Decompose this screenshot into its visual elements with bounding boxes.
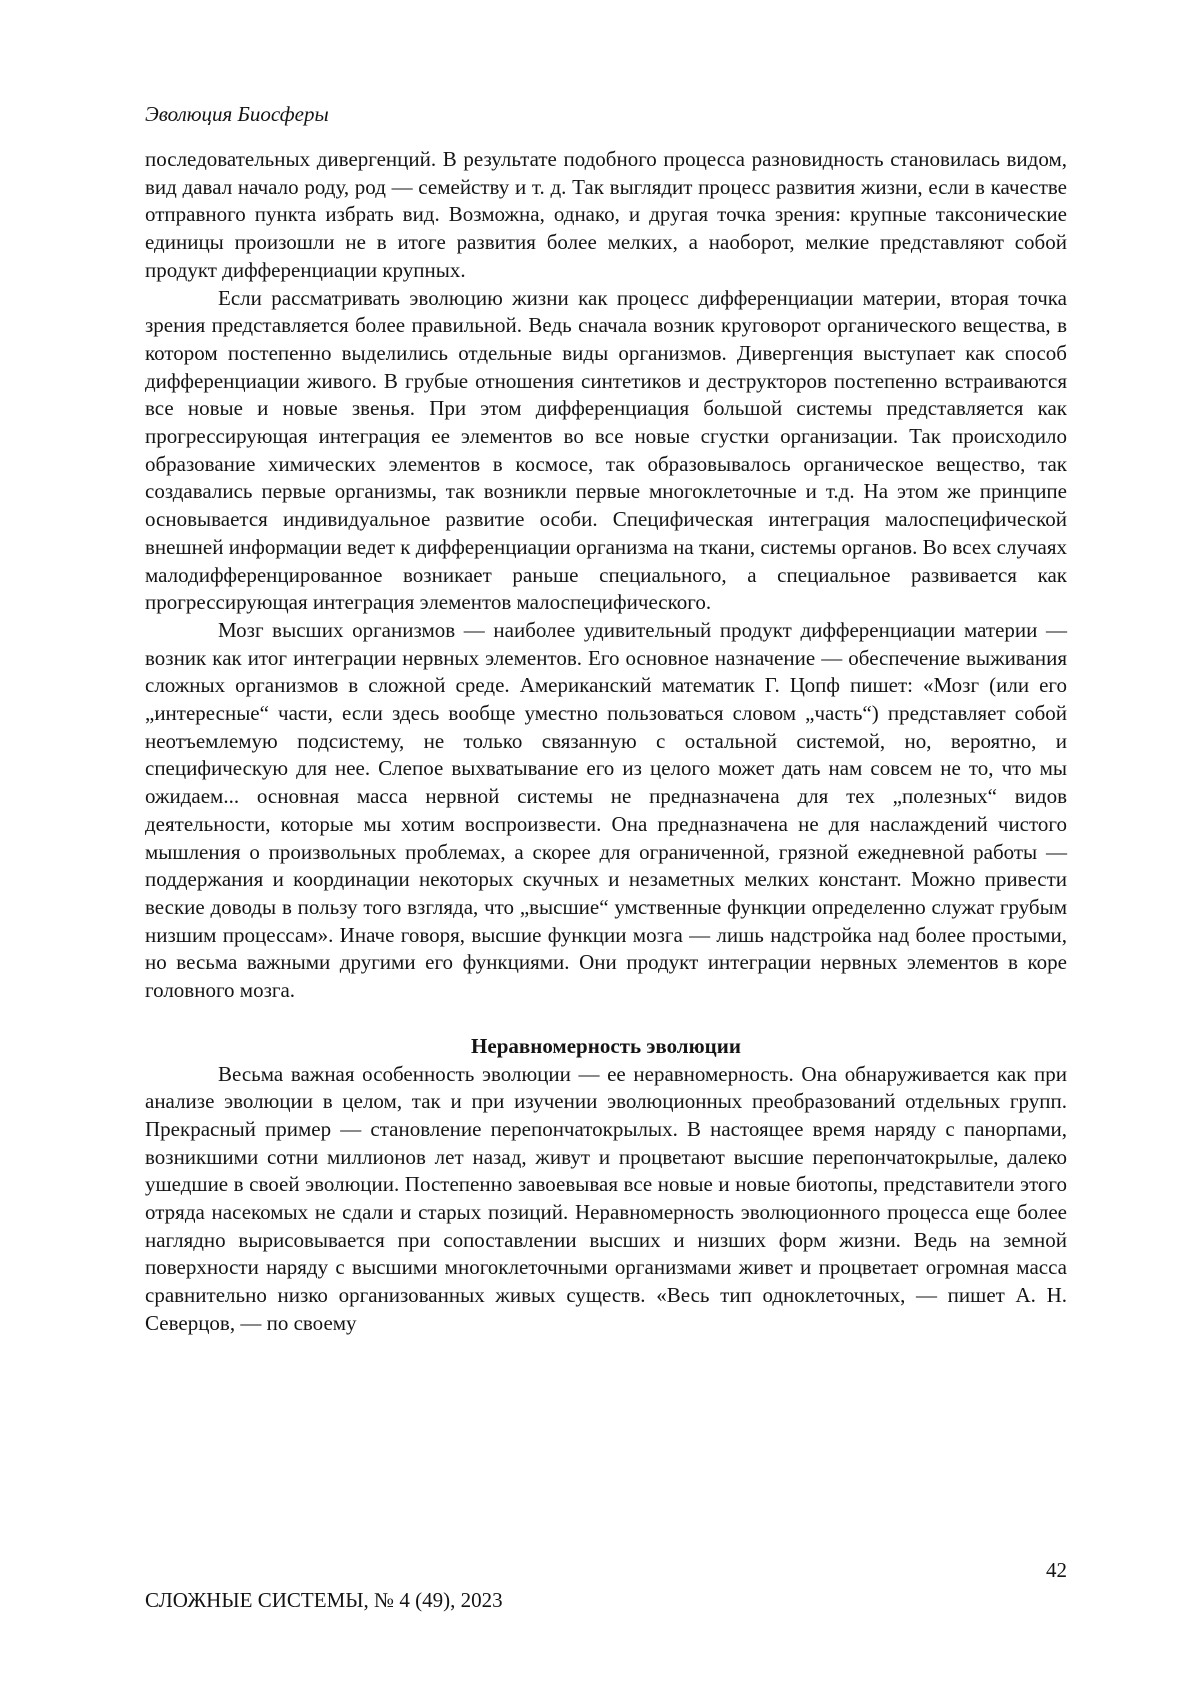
journal-footer: СЛОЖНЫЕ СИСТЕМЫ, № 4 (49), 2023 — [145, 1587, 503, 1613]
page-number: 42 — [1046, 1557, 1067, 1583]
article-body — [145, 146, 1067, 1338]
body-paragraph-1: последовательных дивергенций. В результате подобного процесса разновидность становилась видом, вид давал начало роду, род — семейству и т. д. Так выглядит процесс развития жизни, если в качестве отправного пункта избрать вид. Возможна, однако, и другая точка зрения: крупные таксонические единицы произошли не в итоге развития более мелких, а наоборот, мелкие представляют собой продукт дифференциации крупных. — [145, 146, 1067, 285]
section-heading: Неравномерность эволюции — [145, 1033, 1067, 1061]
body-paragraph-4: Весьма важная особенность эволюции — ее неравномерность. Она обнаруживается как при анализе эволюции в целом, так и при изучении эволюционных преобразований отдельных групп. Прекрасный пример — становление перепончатокрылых. В настоящее время наряду с панорпами, возникшими сотни миллионов лет назад, живут и процветают высшие перепончатокрылые, далеко ушедшие в своей эволюции. Постепенно завоевывая все новые и новые биотопы, представители этого отряда насекомых не сдали и старых позиций. Неравномерность эволюционного процесса еще более наглядно вырисовывается при сопоставлении высших и низших форм жизни. Ведь на земной поверхности наряду с высшими многоклеточными организмами живет и процветает огромная масса сравнительно низко организованных живых существ. «Весь тип одноклеточных, — пишет А. Н. Северцов, — по своему — [145, 1061, 1067, 1338]
body-paragraph-3: Мозг высших организмов — наиболее удивительный продукт дифференциации материи — возник как итог интеграции нервных элементов. Его основное назначение — обеспечение выживания сложных организмов в сложной среде. Американский математик Г. Цопф пишет: «Мозг (или его „интересные“ части, если здесь вообще уместно пользоваться словом „часть“) представляет собой неотъемлемую подсистему, не только связанную с остальной системой, но, вероятно, и специфическую для нее. Слепое выхватывание его из целого может дать нам совсем не то, что мы ожидаем... основная масса нервной системы не предназначена для тех „полезных“ видов деятельности, которые мы хотим воспроизвести. Она предназначена не для наслаждений чистого мышления о произвольных проблемах, а скорее для ограниченной, грязной ежедневной работы — поддержания и координации некоторых скучных и незаметных мелких констант. Можно привести веские доводы в пользу того взгляда, что „высшие“ умственные функции определенно служат грубым низшим процессам». Иначе говоря, высшие функции мозга — лишь надстройка над более простыми, но весьма важными другими его функциями. Они продукт интеграции нервных элементов в коре головного мозга. — [145, 617, 1067, 1005]
running-header-title: Эволюция Биосферы — [145, 101, 329, 127]
body-paragraph-2: Если рассматривать эволюцию жизни как процесс дифференциации материи, вторая точка зрения представляется более правильной. Ведь сначала возник круговорот органического вещества, в котором постепенно выделились отдельные виды организмов. Дивергенция выступает как способ дифференциации живого. В грубые отношения синтетиков и деструкторов постепенно встраиваются все новые и новые звенья. При этом дифференциация большой системы представляется как прогрессирующая интеграция ее элементов во все новые сгустки организации. Так происходило образование химических элементов в космосе, так образовывалось органическое вещество, так создавались первые организмы, так возникли первые многоклеточные и т.д. На этом же принципе основывается индивидуальное развитие особи. Специфическая интеграция малоспецифической внешней информации ведет к дифференциации организма на ткани, системы органов. Во всех случаях малодифференцированное возникает раньше специального, а специальное развивается как прогрессирующая интеграция элементов малоспецифического. — [145, 285, 1067, 617]
document-page — [0, 0, 1200, 1697]
